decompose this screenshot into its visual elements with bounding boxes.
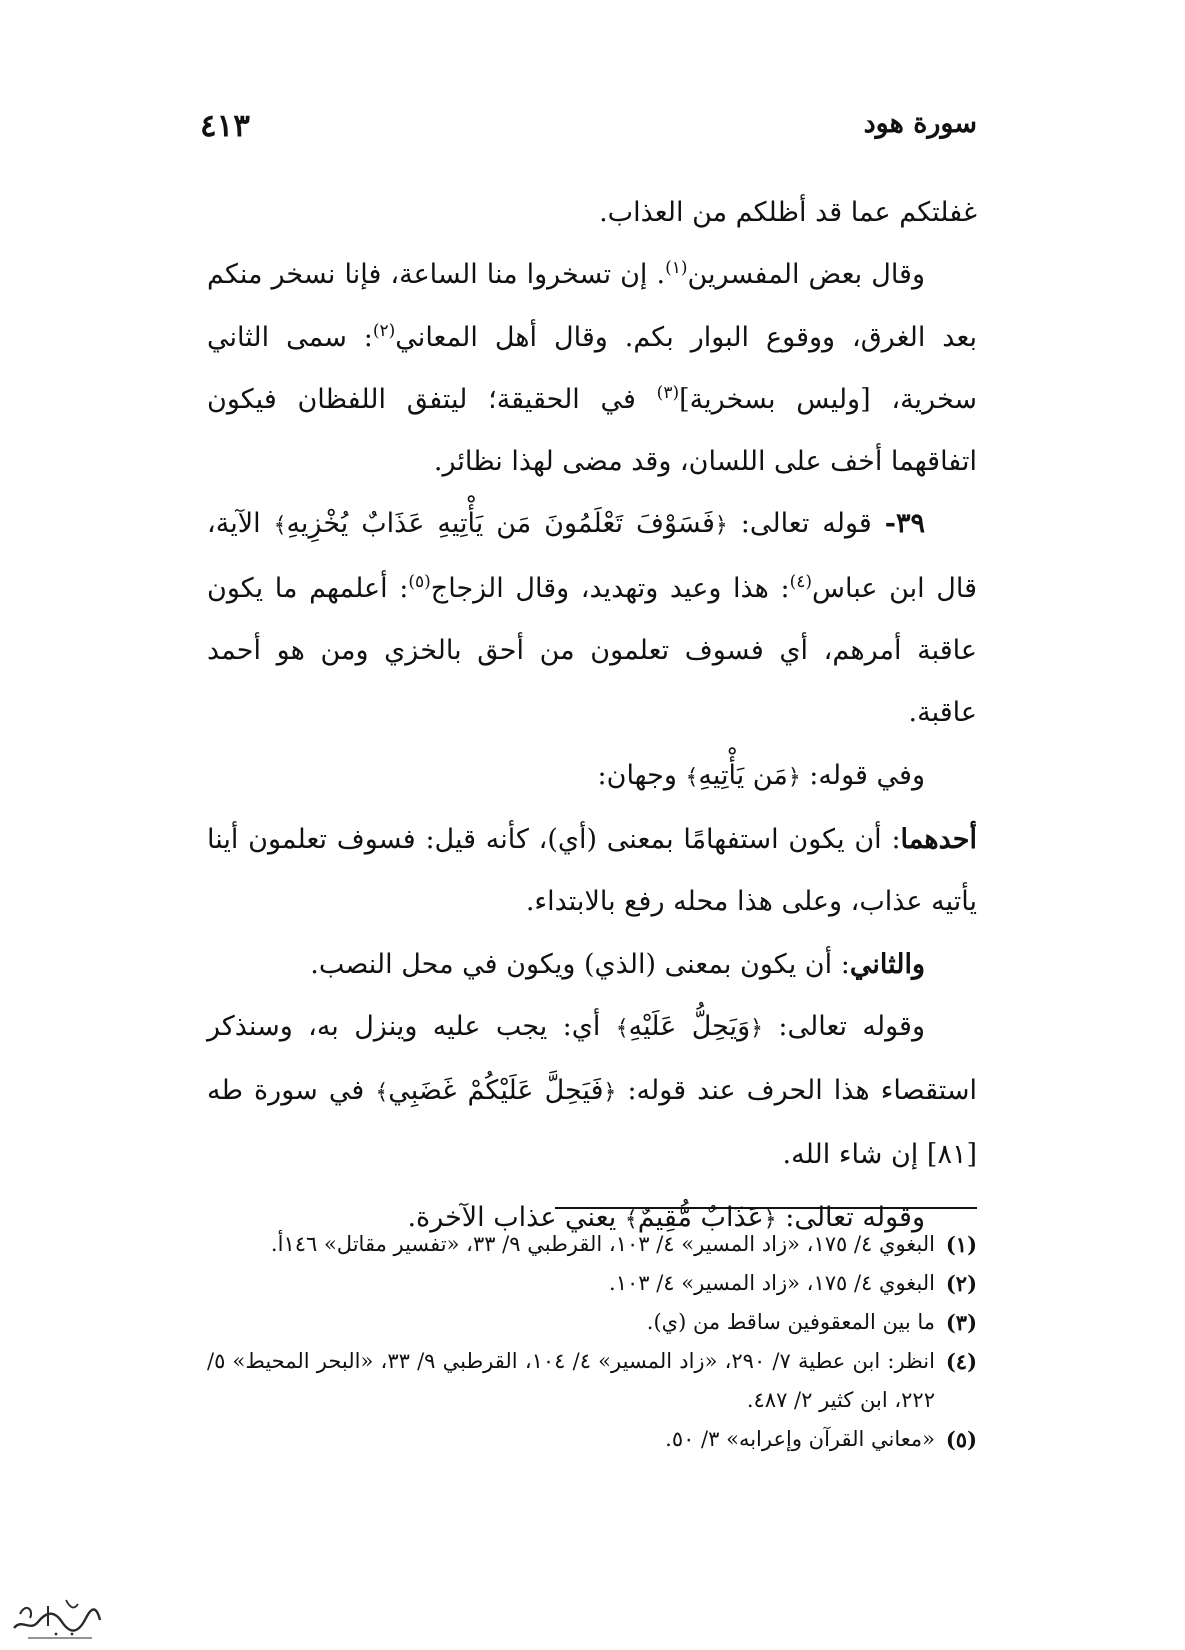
quran-quote: فَيَحِلَّ عَلَيْكُمْ غَضَبِي <box>388 1075 604 1107</box>
quran-quote: عَذَابٌ مُّقِيمٌ <box>637 1201 764 1233</box>
footnote-text: البغوي ٤/ ١٧٥، «زاد المسير» ٤/ ١٠٣. <box>609 1271 935 1295</box>
paragraph-text: : هذا وعيد وتهديد، وقال الزجاج <box>430 572 790 604</box>
publisher-logo-icon <box>8 1588 104 1644</box>
footnote-ref[interactable]: (٢) <box>372 320 396 341</box>
quran-close-bracket: ﴾ <box>685 764 699 790</box>
footnote-separator <box>555 1207 977 1209</box>
paragraph-text: : أن يكون بمعنى (الذي) ويكون في محل النصب. <box>310 948 850 980</box>
quran-quote: مَن يَأْتِيهِ <box>698 759 788 791</box>
footnote-text: البغوي ٤/ ١٧٥، «زاد المسير» ٤/ ١٠٣، القرطبي ٩/ ٣٣، «تفسير مقاتل» ١٤٦أ. <box>270 1232 935 1256</box>
quran-close-bracket: ﴾ <box>273 513 287 539</box>
footnote-ref[interactable]: (٥) <box>408 571 431 592</box>
paragraph <box>207 809 977 934</box>
main-text <box>207 182 977 1251</box>
paragraph <box>207 996 977 1187</box>
paragraph-text: : سمى الثاني سخرية، [وليس بسخرية] <box>207 321 978 415</box>
quran-open-bracket: ﴿ <box>714 513 728 539</box>
paragraph-text: غفلتكم عما قد أظلكم من العذاب. <box>599 197 977 228</box>
footnote-number: (٤) <box>945 1349 977 1374</box>
footnote-number: (٣) <box>945 1310 977 1335</box>
paragraph-text: . إن تسخروا منا الساعة، فإنا نسخر منكم بعد الغرق، ووقوع البوار بكم. وقال أهل المعاني <box>207 259 977 353</box>
quran-open-bracket: ﴿ <box>763 1206 777 1232</box>
paragraph <box>207 493 977 744</box>
paragraph-text: وقوله تعالى: <box>763 1010 925 1042</box>
paragraph-text: الآية، قال ابن عباس <box>207 508 977 604</box>
paragraph-text: وفي قوله: <box>800 759 925 791</box>
paragraph-text: وقوله تعالى: <box>776 1201 925 1233</box>
footnote <box>207 1225 977 1264</box>
paragraph <box>207 182 977 244</box>
footnote <box>207 1303 977 1342</box>
paragraph-text: قوله تعالى: <box>727 508 885 540</box>
quran-close-bracket: ﴾ <box>624 1206 638 1232</box>
paragraph-text: في الحقيقة؛ ليتفق اللفظان فيكون اتفاقهما أخف على اللسان، وقد مضى لهذا نظائر. <box>207 383 977 478</box>
paragraph <box>207 244 977 493</box>
footnote-text: ما بين المعقوفين ساقط من (ي). <box>646 1310 935 1334</box>
paragraph <box>207 745 977 809</box>
paragraph-text: أي: يجب عليه وينزل به، وسنذكر استقصاء هذا الحرف عند قوله: <box>207 1010 977 1107</box>
quran-open-bracket: ﴿ <box>603 1080 617 1106</box>
footnote-number: (١) <box>945 1232 977 1257</box>
quran-quote: فَسَوْفَ تَعْلَمُونَ مَن يَأْتِيهِ عَذَابٌ يُخْزِيهِ <box>286 508 715 540</box>
paragraph-text: : أن يكون استفهامًا بمعنى (أي)، كأنه قيل: فسوف تعلمون أينا يأتيه عذاب، وعلى هذا محله رفع بالابتداء. <box>207 823 977 918</box>
paragraph-text: يعني عذاب الآخرة. <box>407 1201 625 1233</box>
paragraph-text: وجهان: <box>597 759 686 791</box>
paragraph <box>207 934 977 996</box>
quran-close-bracket: ﴾ <box>375 1080 389 1106</box>
paragraph-lead: أحدهما <box>900 823 977 855</box>
footnotes <box>207 1225 977 1459</box>
footnote-ref[interactable]: (٣) <box>656 382 680 403</box>
footnote <box>207 1420 977 1459</box>
quran-quote: وَيَحِلُّ عَلَيْهِ <box>628 1010 751 1042</box>
quran-open-bracket: ﴿ <box>787 764 801 790</box>
page-number: ٤١٣ <box>200 108 250 144</box>
paragraph-text: في سورة طه [٨١] إن شاء الله. <box>207 1075 977 1171</box>
page-header <box>200 108 977 158</box>
verse-number: ٣٩- <box>884 508 926 540</box>
chapter-title: سورة هود <box>863 108 977 139</box>
footnote-text: انظر: ابن عطية ٧/ ٢٩٠، «زاد المسير» ٤/ ١٠٤، القرطبي ٩/ ٣٣، «البحر المحيط» ٥/ ٢٢٢، ابن كثير ٢/ ٤٨٧. <box>207 1349 935 1412</box>
quran-close-bracket: ﴾ <box>615 1015 629 1041</box>
paragraph-lead: والثاني <box>849 948 925 980</box>
footnote-ref[interactable]: (١) <box>665 258 688 279</box>
footnote-ref[interactable]: (٤) <box>789 571 813 592</box>
footnote-number: (٢) <box>945 1271 977 1296</box>
footnote <box>207 1264 977 1303</box>
footnote-text: «معاني القرآن وإعرابه» ٣/ ٥٠. <box>665 1427 935 1451</box>
paragraph-text: وقال بعض المفسرين <box>687 259 925 291</box>
footnote-number: (٥) <box>945 1427 977 1452</box>
quran-open-bracket: ﴿ <box>750 1015 764 1041</box>
footnote <box>207 1342 977 1420</box>
paragraph-text: : أعلمهم ما يكون عاقبة أمرهم، أي فسوف تعلمون من أحق بالخزي ومن هو أحمد عاقبة. <box>207 572 977 729</box>
